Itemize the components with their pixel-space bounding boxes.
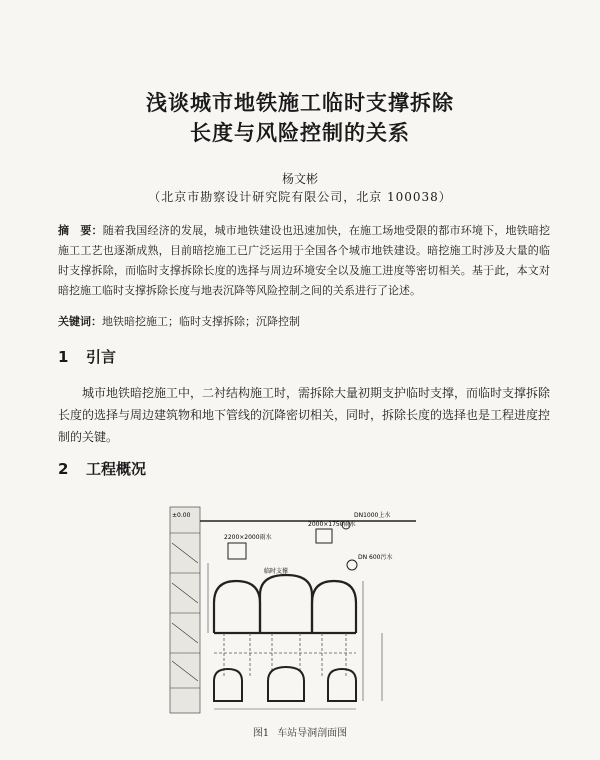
pipe-sewage: [347, 560, 357, 570]
upper-drifts: [214, 575, 356, 633]
pipe-mid-label: 2000×1750雨水: [308, 521, 356, 528]
intro-paragraph: 城市地铁暗挖施工中，二衬结构施工时，需拆除大量初期支护临时支撑，而临时支撑拆除长度的选择与周边建筑物和地下管线的沉降密切相关，同时，拆除长度的选择也是工程进度控制的关键。: [58, 386, 551, 444]
support-label: 临时支撑: [264, 568, 289, 575]
abstract-text: 随着我国经济的发展，城市地铁建设也迅速加快，在施工场地受限的都市环境下，地铁暗挖施工工艺也逐渐成熟，目前暗挖施工已广泛运用于全国各个城市地铁建设。暗挖施工时涉及大量的临时支撑拆除，而临时支撑拆除长度的选择与周边环境安全以及施工进度等密切相关。基于此，本文对暗挖施工临时支撑拆除长度与地表沉降等风险控制之间的关系进行了论述。: [58, 224, 551, 297]
tunnel-section-diagram: [168, 503, 418, 718]
caption-number: 图1: [252, 728, 270, 739]
section-heading-1: [58, 346, 116, 367]
soil-column: [170, 507, 200, 713]
lower-drifts: [214, 667, 356, 701]
section-number: 2: [58, 460, 69, 478]
title-line-1: 浅谈城市地铁施工临时支撑拆除: [146, 91, 454, 115]
pipe-right1-label: DN1000上水: [354, 512, 391, 519]
section-title: 工程概况: [86, 460, 147, 478]
keywords-text: 地铁暗挖施工；临时支撑拆除；沉降控制: [102, 315, 300, 328]
keywords: [58, 313, 300, 329]
section-number: 1: [58, 348, 69, 366]
pipe-rain-left: [228, 543, 246, 559]
section-heading-2: [58, 458, 146, 479]
pipe-rain-mid: [316, 529, 332, 543]
abstract: [58, 221, 550, 301]
caption-text: 车站导洞剖面图: [277, 728, 348, 739]
pipe-right2-label: DN 600污水: [358, 554, 393, 561]
elevation-label: ±0.00: [172, 512, 191, 519]
paper-title: [0, 88, 600, 148]
pipe-left-label: 2200×2000雨水: [224, 534, 272, 541]
figure-1: [168, 503, 418, 722]
keywords-label: 关键词：: [58, 315, 102, 328]
figure-caption: [0, 724, 600, 739]
title-line-2: 长度与风险控制的关系: [190, 121, 410, 145]
author: 杨文彬: [281, 172, 318, 186]
section-title: 引言: [86, 348, 117, 366]
affiliation: （北京市勘察设计研究院有限公司，北京 100038）: [148, 190, 452, 204]
abstract-label: 摘 要：: [58, 224, 103, 237]
